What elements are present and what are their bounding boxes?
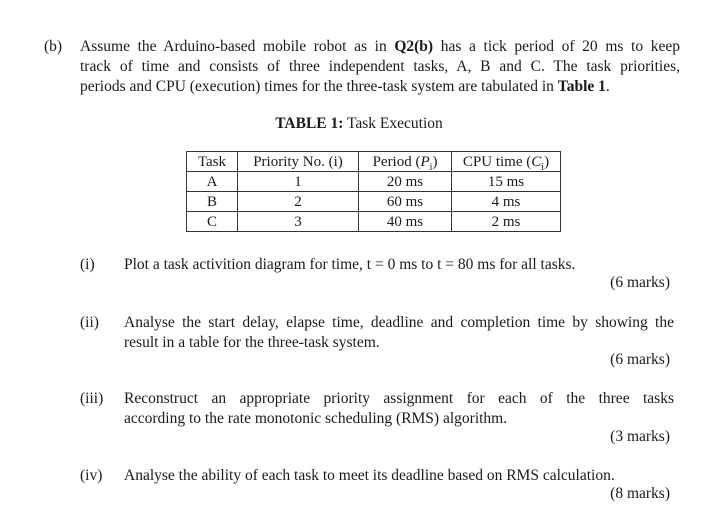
question-text-iii: Reconstruct an appropriate priority assignment for each of the three tasks according to the rate monotonic scheduling (RMS) algorithm. [124,390,674,427]
intro-paragraph [80,37,680,97]
question-text-i: Plot a task activition diagram for time, t = 0 ms to t = 80 ms for all tasks. [124,256,576,273]
cell-period: 20 ms [359,172,452,192]
question-number-iii: (iii) [80,390,104,407]
intro-line-3: periods and CPU (execution) times for the three-task system are tabulated in Table 1. [80,78,610,95]
cell-cpu-time: 2 ms [452,212,561,232]
table-row [187,192,561,212]
marks-iv: (8 marks) [610,485,670,502]
cell-task: B [187,192,238,212]
table-reference: Table 1 [557,78,606,95]
task-execution-table [186,151,561,232]
marks-i: (6 marks) [610,274,670,291]
cell-priority: 1 [238,172,359,192]
question-text-ii: Analyse the start delay, elapse time, deadline and completion time by showing the result in a table for the three-task system. [124,314,674,351]
intro-line-2: track of time and consists of three independent tasks, A, B and C. The task priorities, [80,58,680,75]
section-label: (b) [44,38,63,55]
question-reference: Q2(b) [394,38,434,55]
cell-priority: 3 [238,212,359,232]
header-task: Task [187,152,238,172]
cell-task: A [187,172,238,192]
cell-task: C [187,212,238,232]
table-row [187,172,561,192]
cell-priority: 2 [238,192,359,212]
header-cpu-time: CPU time $(C_i)$ [452,152,561,172]
question-number-ii: (ii) [80,314,99,331]
header-priority: Priority No. (i) [238,152,359,172]
intro-line-1: Assume the Arduino-based mobile robot as in Q2(b) has a tick period of 20 ms to keep [80,38,680,55]
header-period: Period $(P_i)$ [359,152,452,172]
question-number-iv: (iv) [80,467,103,484]
marks-iii: (3 marks) [610,428,670,445]
question-text-iv: Analyse the ability of each task to meet its deadline based on RMS calculation. [124,467,615,484]
cell-cpu-time: 15 ms [452,172,561,192]
cell-period: 60 ms [359,192,452,212]
table-header-row [187,152,561,172]
table-caption: TABLE 1: Task Execution [275,115,443,132]
cell-cpu-time: 4 ms [452,192,561,212]
marks-ii: (6 marks) [610,351,670,368]
cell-period: 40 ms [359,212,452,232]
table-row [187,212,561,232]
question-number-i: (i) [80,256,95,273]
